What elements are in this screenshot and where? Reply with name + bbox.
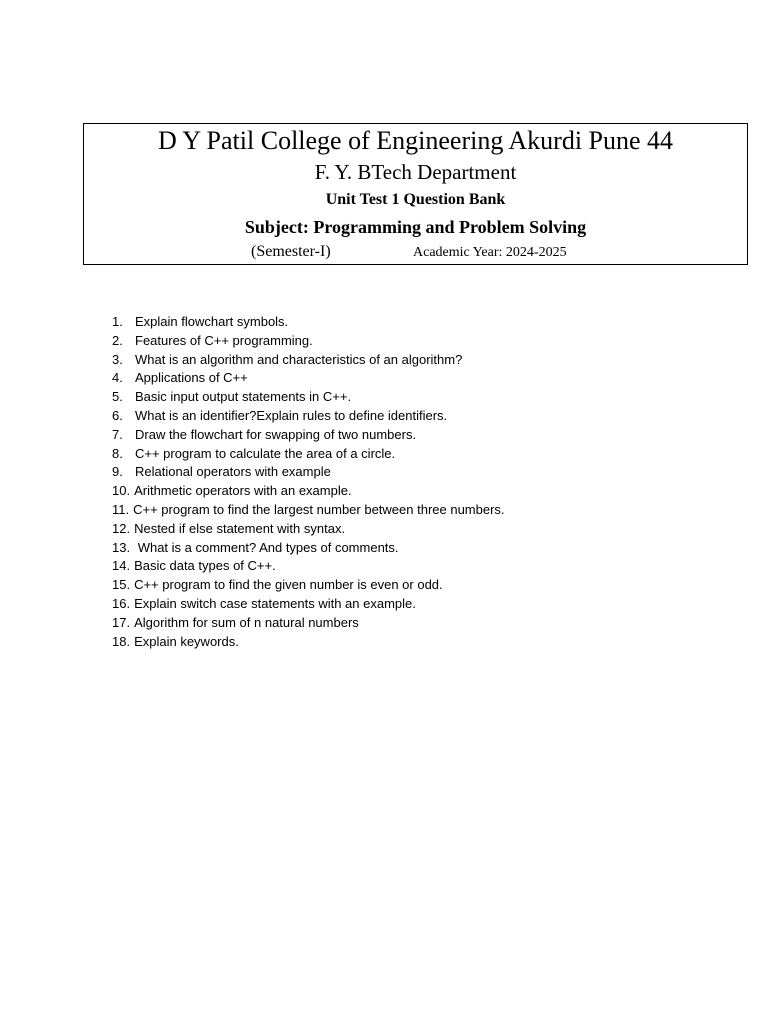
question-item <box>112 557 505 576</box>
question-number: 10. <box>112 483 131 499</box>
question-item <box>112 369 505 388</box>
question-text: What is an algorithm and characteristics of an algorithm? <box>135 351 463 367</box>
header-box <box>83 123 748 265</box>
question-number: 2. <box>112 332 123 348</box>
academic-year-label: Academic Year: 2024-2025 <box>413 245 567 260</box>
question-item <box>112 614 505 633</box>
question-text: Basic input output statements in C++. <box>135 389 352 405</box>
question-item <box>112 407 505 426</box>
question-number: 3. <box>112 351 123 367</box>
question-number: 17. <box>112 614 131 630</box>
question-item <box>112 595 505 614</box>
question-item <box>112 576 505 595</box>
question-number: 16. <box>112 595 131 611</box>
question-item <box>112 633 505 652</box>
question-text: Relational operators with example <box>135 464 331 480</box>
question-number: 8. <box>112 445 123 461</box>
question-number: 14. <box>112 558 131 574</box>
question-item <box>112 426 505 445</box>
question-text: C++ program to calculate the area of a circle. <box>135 445 396 461</box>
question-text: Draw the flowchart for swapping of two numbers. <box>135 426 417 442</box>
question-text: Explain switch case statements with an example. <box>134 595 416 611</box>
question-text: Basic data types of C++. <box>134 558 276 574</box>
question-number: 6. <box>112 407 123 423</box>
question-number: 4. <box>112 370 123 386</box>
question-text: C++ program to find the largest number between three numbers. <box>133 501 505 517</box>
question-number: 15. <box>112 577 131 593</box>
question-item <box>112 501 505 520</box>
question-number: 18. <box>112 633 131 649</box>
question-number: 9. <box>112 464 123 480</box>
question-text: Explain keywords. <box>134 633 239 649</box>
question-number: 13. <box>112 539 131 555</box>
question-list <box>112 313 505 651</box>
question-text: Arithmetic operators with an example. <box>134 483 352 499</box>
question-item <box>112 332 505 351</box>
question-number: 11. <box>112 501 130 517</box>
question-item <box>112 520 505 539</box>
test-title: Unit Test 1 Question Bank <box>325 191 506 208</box>
question-number: 1. <box>112 314 123 329</box>
question-item <box>112 388 505 407</box>
question-item <box>112 463 505 482</box>
question-item <box>112 351 505 370</box>
question-text: Algorithm for sum of n natural numbers <box>134 614 359 630</box>
question-number: 5. <box>112 389 123 405</box>
question-text: C++ program to find the given number is even or odd. <box>134 577 443 593</box>
college-name: D Y Patil College of Engineering Akurdi Pune 44 <box>157 126 674 155</box>
semester-label: (Semester-I) <box>251 243 331 260</box>
question-text: What is an identifier?Explain rules to define identifiers. <box>135 407 448 423</box>
department-name: F. Y. BTech Department <box>314 160 517 184</box>
subject-title: Subject: Programming and Problem Solving <box>244 217 587 237</box>
question-item <box>112 445 505 464</box>
question-text: What is a comment? And types of comments. <box>134 539 399 555</box>
question-item <box>112 313 505 332</box>
question-item <box>112 482 505 501</box>
question-number: 12. <box>112 520 131 536</box>
question-text: Features of C++ programming. <box>135 332 313 348</box>
question-number: 7. <box>112 426 123 442</box>
question-text: Nested if else statement with syntax. <box>134 520 346 536</box>
question-text: Explain flowchart symbols. <box>135 314 289 329</box>
question-item <box>112 539 505 558</box>
question-text: Applications of C++ <box>135 370 248 386</box>
